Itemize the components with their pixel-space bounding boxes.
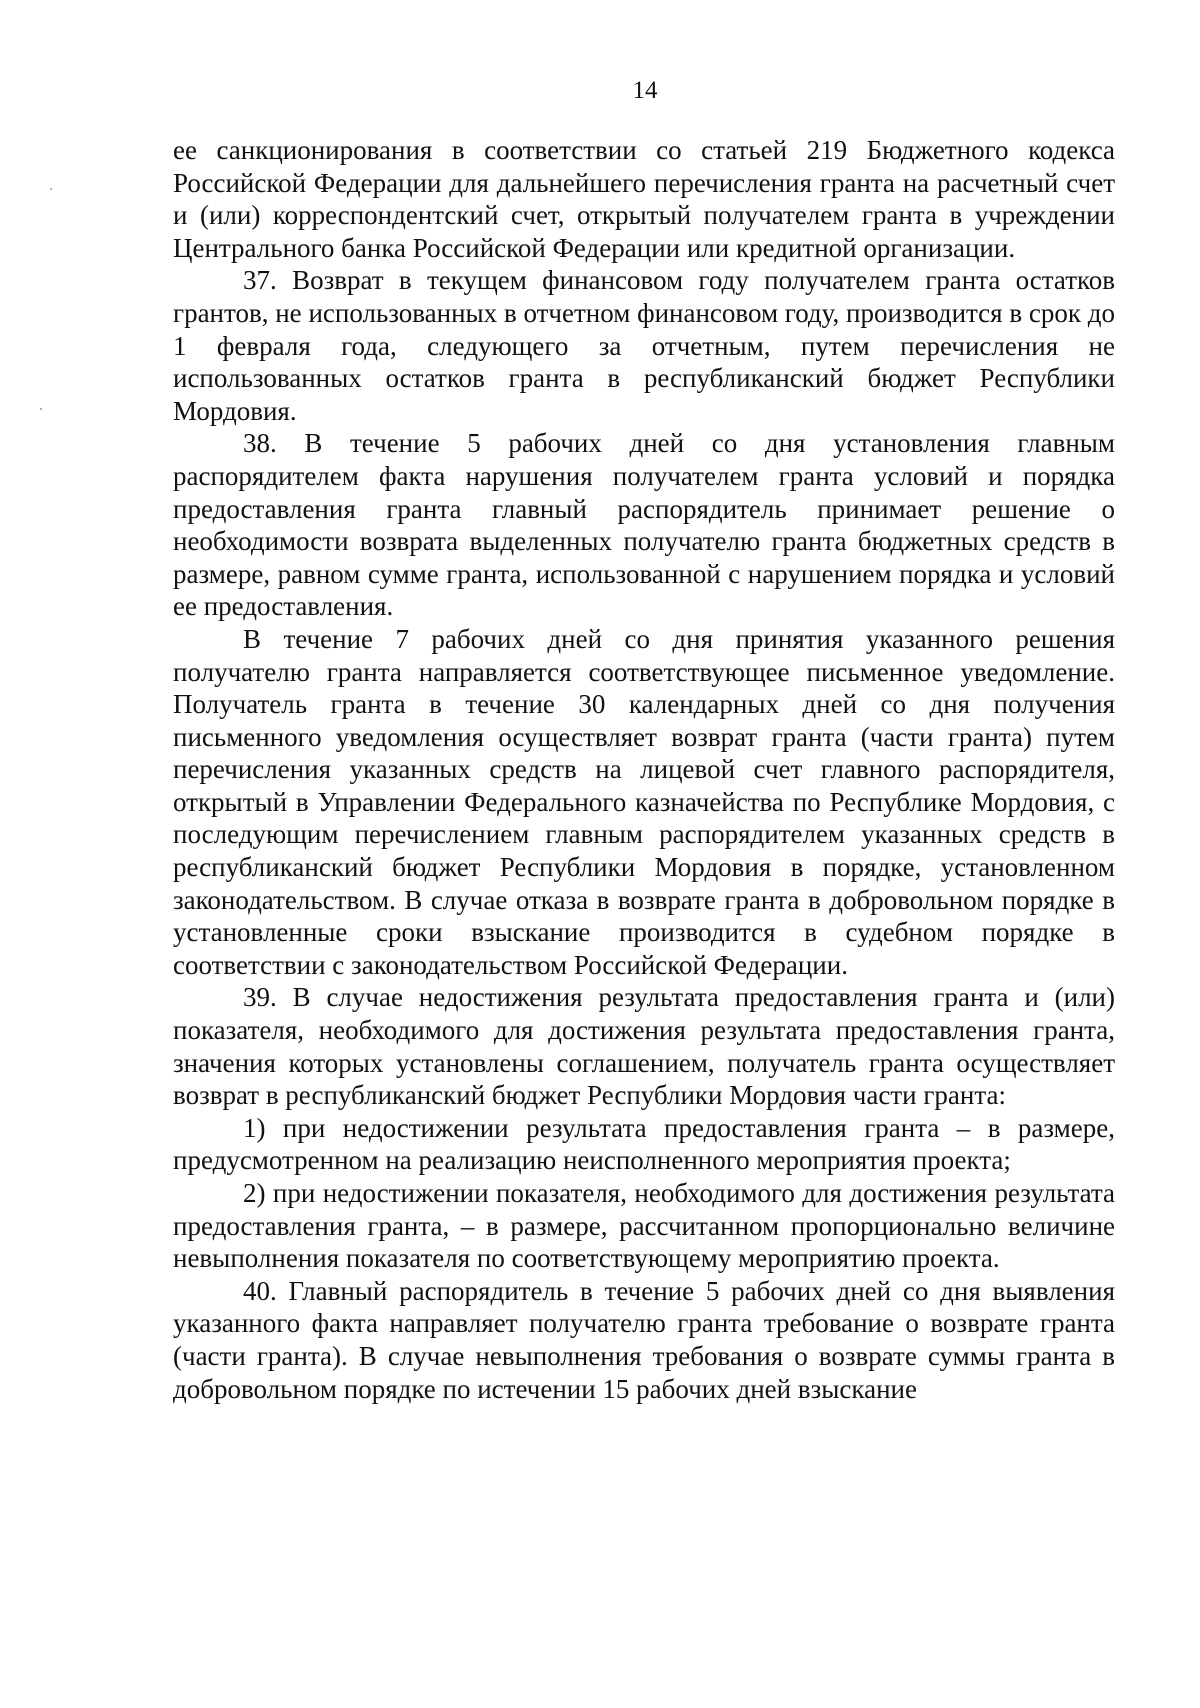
scan-speck (40, 408, 42, 410)
scan-speck (50, 188, 52, 190)
paragraph-continuation: ее санкционирования в соответствии со статьей 219 Бюджетного кодекса Российской Федерации для дальнейшего перечисления гранта на расчетный счет и (или) корреспондентский счет, открытый получателем гранта в учреждении Центрального банка Российской Федерации или кредитной организации. (173, 135, 1115, 263)
paragraph-40: 40. Главный распорядитель в течение 5 рабочих дней со дня выявления указанного факта направляет получателю гранта требование о возврате гранта (части гранта). В случае невыполнения требования о возврате суммы гранта в добровольном порядке по истечении 15 рабочих дней взыскание (173, 1275, 1115, 1404)
page-number: 14 (632, 77, 658, 104)
paragraph-38: 38. В течение 5 рабочих дней со дня установления главным распорядителем факта нарушения получателем гранта условий и порядка предоставления гранта главный распорядитель принимает решение о необходимости возврата выделенных получателю гранта бюджетных средств в размере, равном сумме гранта, использованной с нарушением порядка и условий ее предоставления. (173, 428, 1115, 622)
document-body (173, 134, 1115, 1405)
paragraph-39: 39. В случае недостижения результата предоставления гранта и (или) показателя, необходимого для достижения результата предоставления гранта, значения которых установлены соглашением, получатель гранта осуществляет возврат в республиканский бюджет Республики Мордовия части гранта: (173, 982, 1115, 1111)
paragraph-37: 37. Возврат в текущем финансовом году получателем гранта остатков грантов, не использованных в отчетном финансовом году, производится в срок до 1 февраля года, следующего за отчетным, путем перечисления не использованных остатков гранта в республиканский бюджет Республики Мордовия. (173, 265, 1115, 426)
paragraph-38-continued: В течение 7 рабочих дней со дня принятия указанного решения получателю гранта направляется соответствующее письменное уведомление. Получатель гранта в течение 30 календарных дней со дня получения письменного уведомления осуществляет возврат гранта (части гранта) путем перечисления указанных средств на лицевой счет главного распорядителя, открытый в Управлении Федерального казначейства по Республике Мордовия, с последующим перечислением главным распорядителем указанных средств в республиканский бюджет Республики Мордовия в порядке, установленном законодательством. В случае отказа в возврате гранта в добровольном порядке в установленные сроки взыскание производится в судебном порядке в соответствии с законодательством Российской Федерации. (173, 623, 1115, 980)
list-item-2: 2) при недостижении показателя, необходимого для достижения результата предоставления гранта, – в размере, рассчитанном пропорционально величине невыполнения показателя по соответствующему мероприятию проекта. (173, 1178, 1115, 1274)
list-item-1: 1) при недостижении результата предоставления гранта – в размере, предусмотренном на реализацию неисполненного мероприятия проекта; (173, 1112, 1115, 1176)
